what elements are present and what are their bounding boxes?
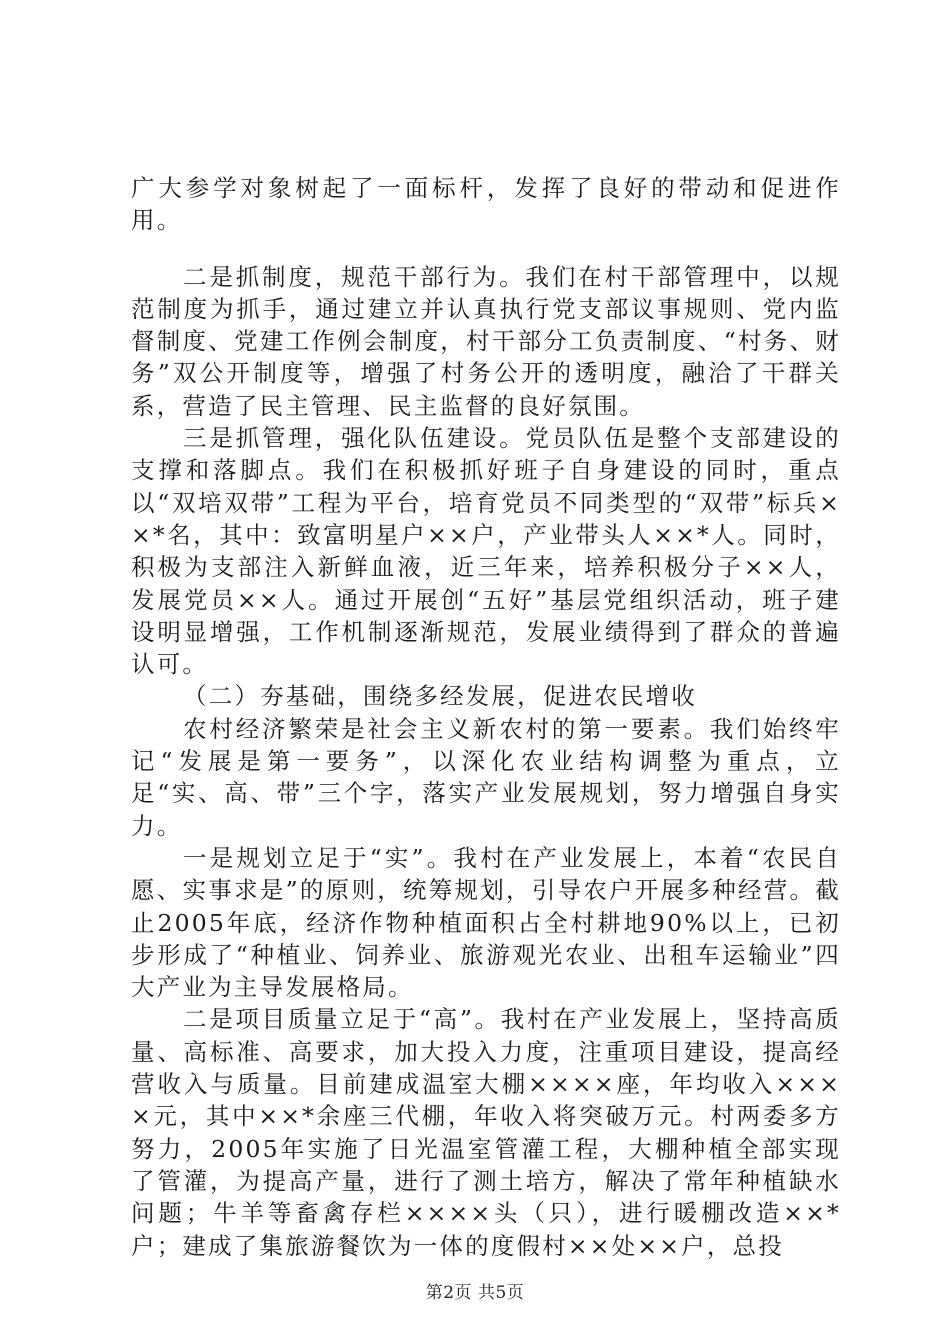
paragraph-continuation: 广大参学对象树起了一面标杆，发挥了良好的带动和促进作用。 [131,174,841,235]
paragraph-planning-practical: 一是规划立足于“实”。我村在产业发展上，本着“农民自愿、实事求是”的原则，统筹规划，引导农户开展多种经营。截止2005年底，经济作物种植面积占全村耕地90%以上，已初步形成了“种植业、饲养业、旅游观光农业、出租车运输业”四大产业为主导发展格局。 [131,843,841,1002]
section-heading-foundation: （二）夯基础，围绕多经发展，促进农民增收 [183,682,697,711]
document-body [131,172,841,1262]
page-number-footer: 第2页 共5页 [425,1283,525,1303]
paragraph-rural-economy: 农村经济繁荣是社会主义新农村的第一要素。我们始终牢记“发展是第一要务”，以深化农业结构调整为重点，立足“实、高、带”三个字，落实产业发展规划，努力增强自身实力。 [131,714,841,840]
paragraph-system-building: 二是抓制度，规范干部行为。我们在村干部管理中，以规范制度为抓手，通过建立并认真执行党支部议事规则、党内监督制度、党建工作例会制度，村干部分工负责制度、“村务、财务”双公开制度等，增强了村务公开的透明度，融洽了干群关系，营造了民主管理、民主监督的良好氛围。 [131,262,841,420]
paragraph-project-quality: 二是项目质量立足于“高”。我村在产业发展上，坚持高质量、高标准、高要求，加大投入力度，注重项目建设，提高经营收入与质量。目前建成温室大棚××××座，年均收入××××元，其中××*余座三代棚，年收入将突破万元。村两委多方努力，2005年实施了日光温室管灌工程，大棚种植全部实现了管灌，为提高产量，进行了测土培方，解决了常年种植缺水问题；牛羊等畜禽存栏××××头（只），进行暖棚改造××*户；建成了集旅游餐饮为一体的度假村××处××户，总投 [131,1005,841,1260]
paragraph-team-management: 三是抓管理，强化队伍建设。党员队伍是整个支部建设的支撑和落脚点。我们在积极抓好班子自身建设的同时，重点以“双培双带”工程为平台，培育党员不同类型的“双带”标兵××*名，其中：致富明星户××户，产业带头人××*人。同时，积极为支部注入新鲜血液，近三年来，培养积极分子××人，发展党员××人。通过开展创“五好”基层党组织活动，班子建设明显增强，工作机制逐渐规范，发展业绩得到了群众的普遍认可。 [131,424,841,679]
